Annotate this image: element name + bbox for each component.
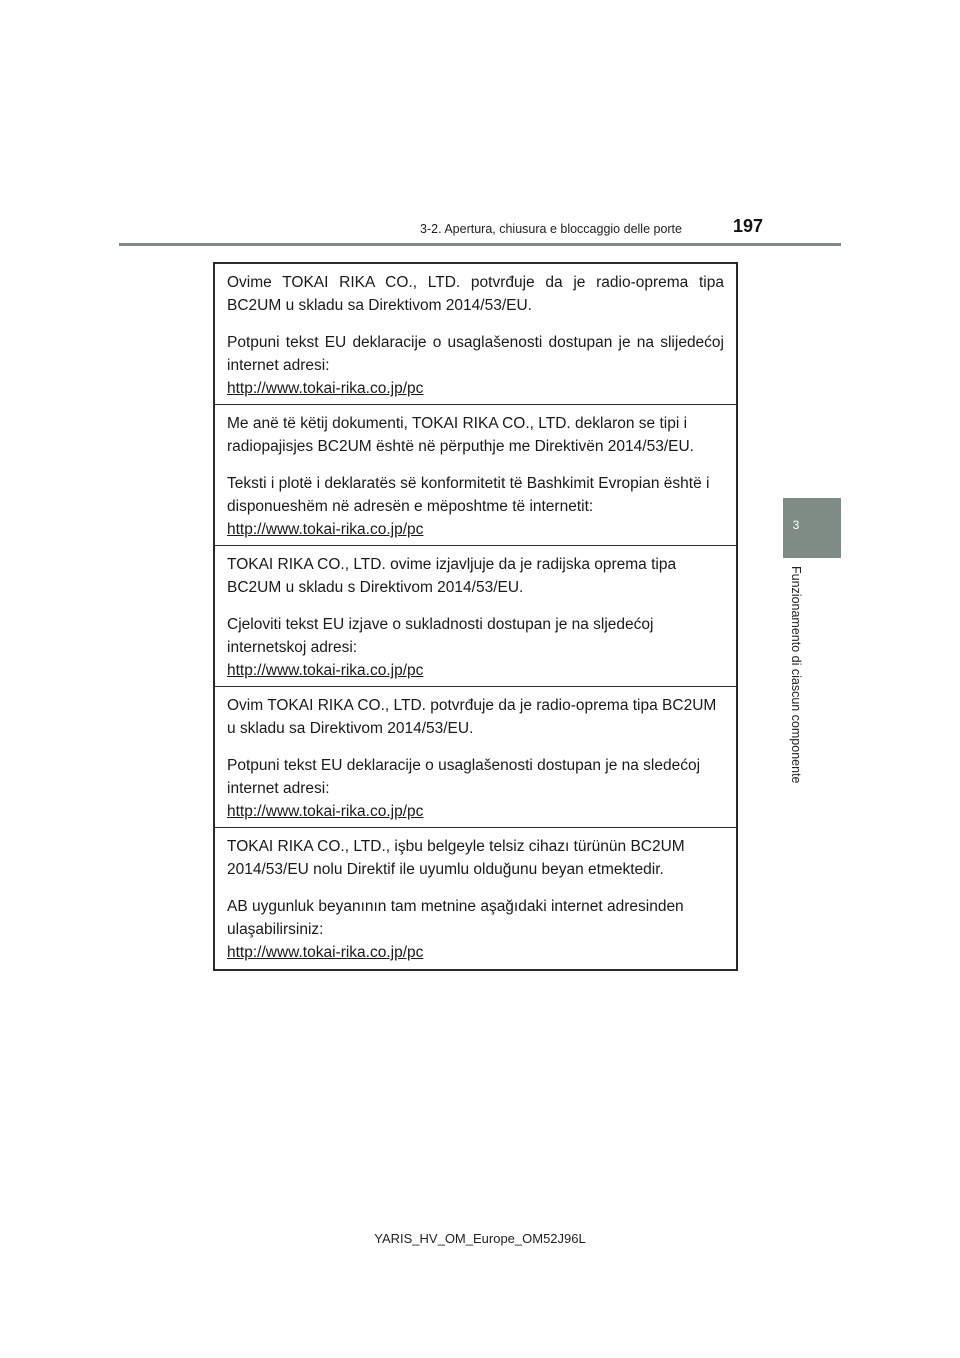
- declaration-availability: Potpuni tekst EU deklaracije o usaglašenosti dostupan je na sledećoj internet adresi:: [227, 757, 701, 797]
- page-number: 197: [733, 216, 764, 236]
- declaration-statement: TOKAI RIKA CO., LTD., işbu belgeyle telsiz cihazı türünün BC2UM 2014/53/EU nolu Direktif ile uyumlu olduğunu beyan etmektedir.: [227, 838, 685, 878]
- declaration-table: [213, 262, 738, 971]
- declaration-cell-croatian: [215, 546, 736, 687]
- declaration-url-link[interactable]: http://www.tokai-rika.co.jp/pc: [227, 380, 424, 397]
- declaration-cell-albanian: [215, 405, 736, 546]
- declaration-statement: Ovime TOKAI RIKA CO., LTD. potvrđuje da je radio-oprema tipa BC2UM u skladu sa Direktivom 2014/53/EU.: [227, 274, 724, 314]
- header-divider: [119, 243, 841, 246]
- declaration-url-link[interactable]: http://www.tokai-rika.co.jp/pc: [227, 662, 424, 679]
- chapter-tab: [783, 498, 841, 558]
- declaration-availability: Teksti i plotë i deklaratës së konformitetit të Bashkimit Evropian është i disponueshëm në adresën e mëposhtme të internetit:: [227, 475, 710, 515]
- declaration-availability: Cjeloviti tekst EU izjave o sukladnosti dostupan je na sljedećoj internetskoj adresi:: [227, 616, 654, 656]
- declaration-cell-turkish: [215, 828, 736, 969]
- chapter-label: Funzionamento di ciascun componente: [789, 566, 803, 784]
- declaration-url-link[interactable]: http://www.tokai-rika.co.jp/pc: [227, 944, 424, 961]
- section-title: 3-2. Apertura, chiusura e bloccaggio delle porte: [420, 222, 682, 236]
- declaration-url-link[interactable]: http://www.tokai-rika.co.jp/pc: [227, 521, 424, 538]
- document-code: YARIS_HV_OM_Europe_OM52J96L: [374, 1231, 586, 1246]
- declaration-cell-serbian-latin: [215, 264, 736, 405]
- declaration-availability: AB uygunluk beyanının tam metnine aşağıdaki internet adresinden ulaşabilirsiniz:: [227, 898, 684, 938]
- chapter-number: 3: [792, 518, 800, 532]
- declaration-url-link[interactable]: http://www.tokai-rika.co.jp/pc: [227, 803, 424, 820]
- declaration-statement: Me anë të këtij dokumenti, TOKAI RIKA CO., LTD. deklaron se tipi i radiopajisjes BC2UM është në përputhje me Direktivën 2014/53/EU.: [227, 415, 694, 455]
- declaration-statement: Ovim TOKAI RIKA CO., LTD. potvrđuje da je radio-oprema tipa BC2UM u skladu sa Direktivom 2014/53/EU.: [227, 697, 717, 737]
- declaration-availability: Potpuni tekst EU deklaracije o usaglašenosti dostupan je na slijedećoj internet adresi:: [227, 334, 724, 374]
- declaration-cell-serbian: [215, 687, 736, 828]
- declaration-statement: TOKAI RIKA CO., LTD. ovime izjavljuje da je radijska oprema tipa BC2UM u skladu s Direktivom 2014/53/EU.: [227, 556, 677, 596]
